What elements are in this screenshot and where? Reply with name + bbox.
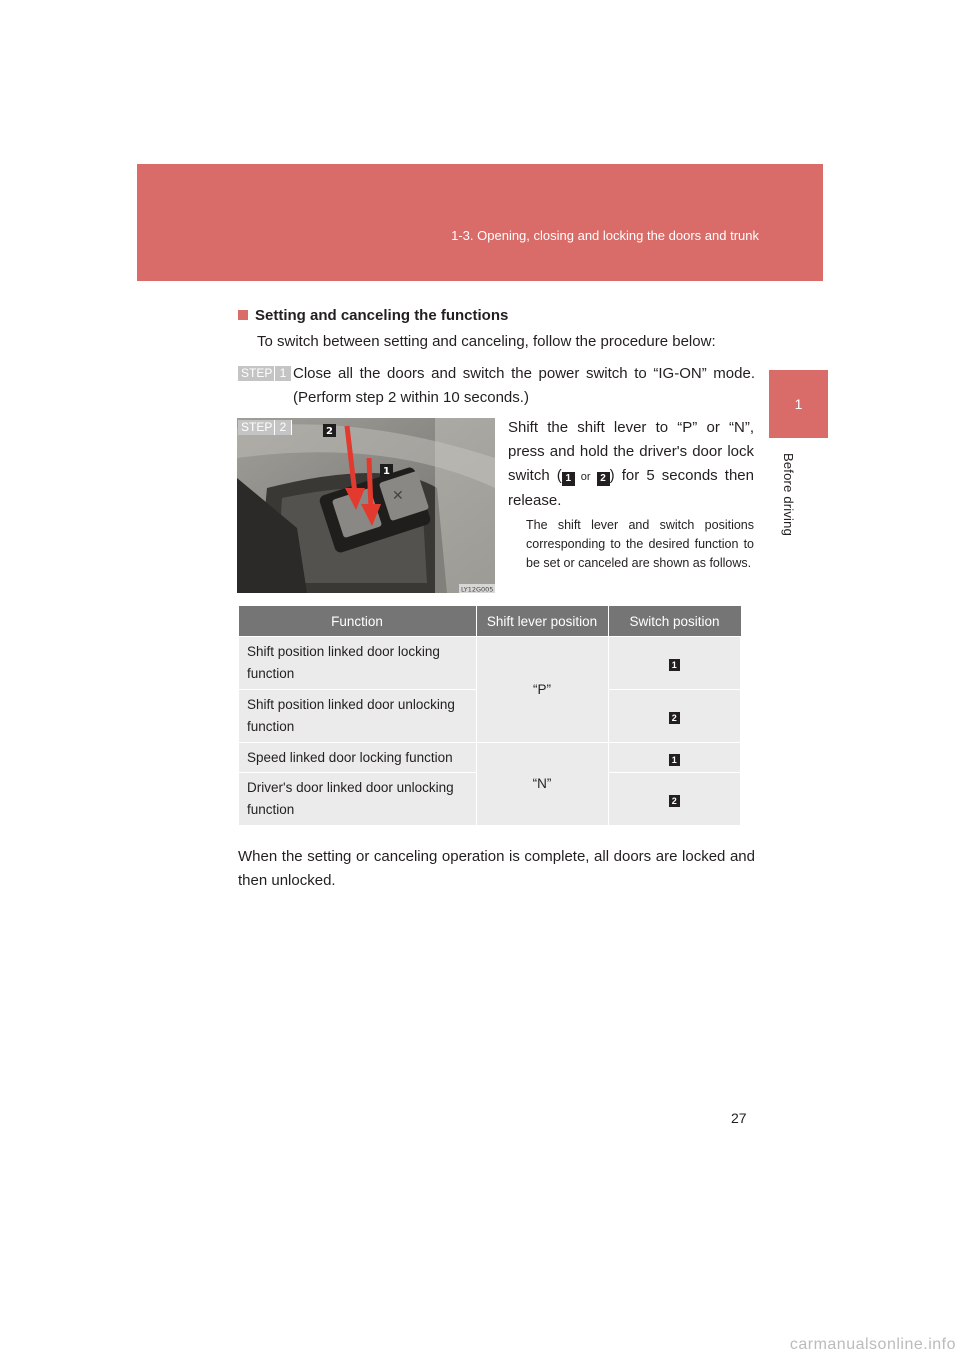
step-1-number: 1	[274, 366, 291, 381]
header-function: Function	[239, 606, 477, 637]
figure-label-2: 2	[326, 426, 333, 437]
step-2-badge	[238, 420, 292, 435]
svg-text:✕: ✕	[392, 488, 404, 504]
figure-code: LY12G005	[461, 585, 494, 593]
table-row	[239, 743, 741, 773]
section-title: 1-3. Opening, closing and locking the doors and trunk	[451, 228, 759, 243]
section-intro: To switch between setting and canceling, follow the procedure below:	[257, 333, 716, 350]
table-row	[239, 637, 741, 690]
switch-cell	[608, 690, 741, 743]
closing-text: When the setting or canceling operation is complete, all doors are locked and then unlocked.	[238, 848, 755, 889]
switch-2-icon: 2	[669, 712, 680, 724]
switch-1-icon: 1	[669, 754, 680, 766]
section-heading-text: Setting and canceling the functions	[255, 307, 509, 324]
step-2-text	[508, 416, 754, 513]
switch-1-icon: 1	[669, 659, 680, 671]
function-cell: Speed linked door locking function	[239, 743, 477, 773]
header-shift-lever: Shift lever position	[476, 606, 608, 637]
door-switch-illustration	[237, 418, 495, 593]
or-text: or	[580, 471, 591, 483]
header-switch-position: Switch position	[608, 606, 741, 637]
switch-cell	[608, 743, 741, 773]
watermark: carmanualsonline.info	[789, 1336, 956, 1353]
section-heading	[238, 307, 508, 324]
switch-2-icon: 2	[597, 472, 610, 486]
chapter-number: 1	[794, 396, 803, 412]
step-2-number: 2	[274, 420, 291, 435]
shift-cell: “N”	[476, 743, 608, 826]
function-table	[238, 606, 741, 826]
chapter-label: Before driving	[781, 453, 796, 537]
function-cell: Shift position linked door locking function	[239, 637, 477, 690]
function-cell: Shift position linked door unlocking function	[239, 690, 477, 743]
header-band	[137, 164, 823, 281]
square-bullet-icon	[238, 310, 248, 320]
chapter-tab	[769, 370, 828, 438]
function-cell: Driver's door linked door unlocking function	[239, 773, 477, 826]
step-1-label: STEP	[241, 366, 273, 380]
switch-cell	[608, 637, 741, 690]
page-number: 27	[731, 1110, 747, 1126]
step-1-badge	[238, 366, 292, 381]
step-2-note: The shift lever and switch positions corresponding to the desired function to be set or canceled are shown as follows.	[526, 518, 754, 570]
figure-label-1: 1	[383, 466, 390, 477]
step-2-text-before: Shift the shift lever to “P” or “N”, press and hold the driver's door lock switch (	[508, 419, 754, 484]
step-2-text-after: ) for 5 seconds then release.	[508, 467, 754, 509]
switch-cell	[608, 773, 741, 826]
door-switch-photo	[237, 418, 495, 593]
step-1-text: Close all the doors and switch the power switch to “IG-ON” mode. (Perform step 2 within 10 seconds.)	[293, 365, 755, 406]
switch-1-icon: 1	[562, 472, 575, 486]
shift-cell: “P”	[476, 637, 608, 743]
step-2-label: STEP	[241, 420, 273, 434]
switch-2-icon: 2	[669, 795, 680, 807]
